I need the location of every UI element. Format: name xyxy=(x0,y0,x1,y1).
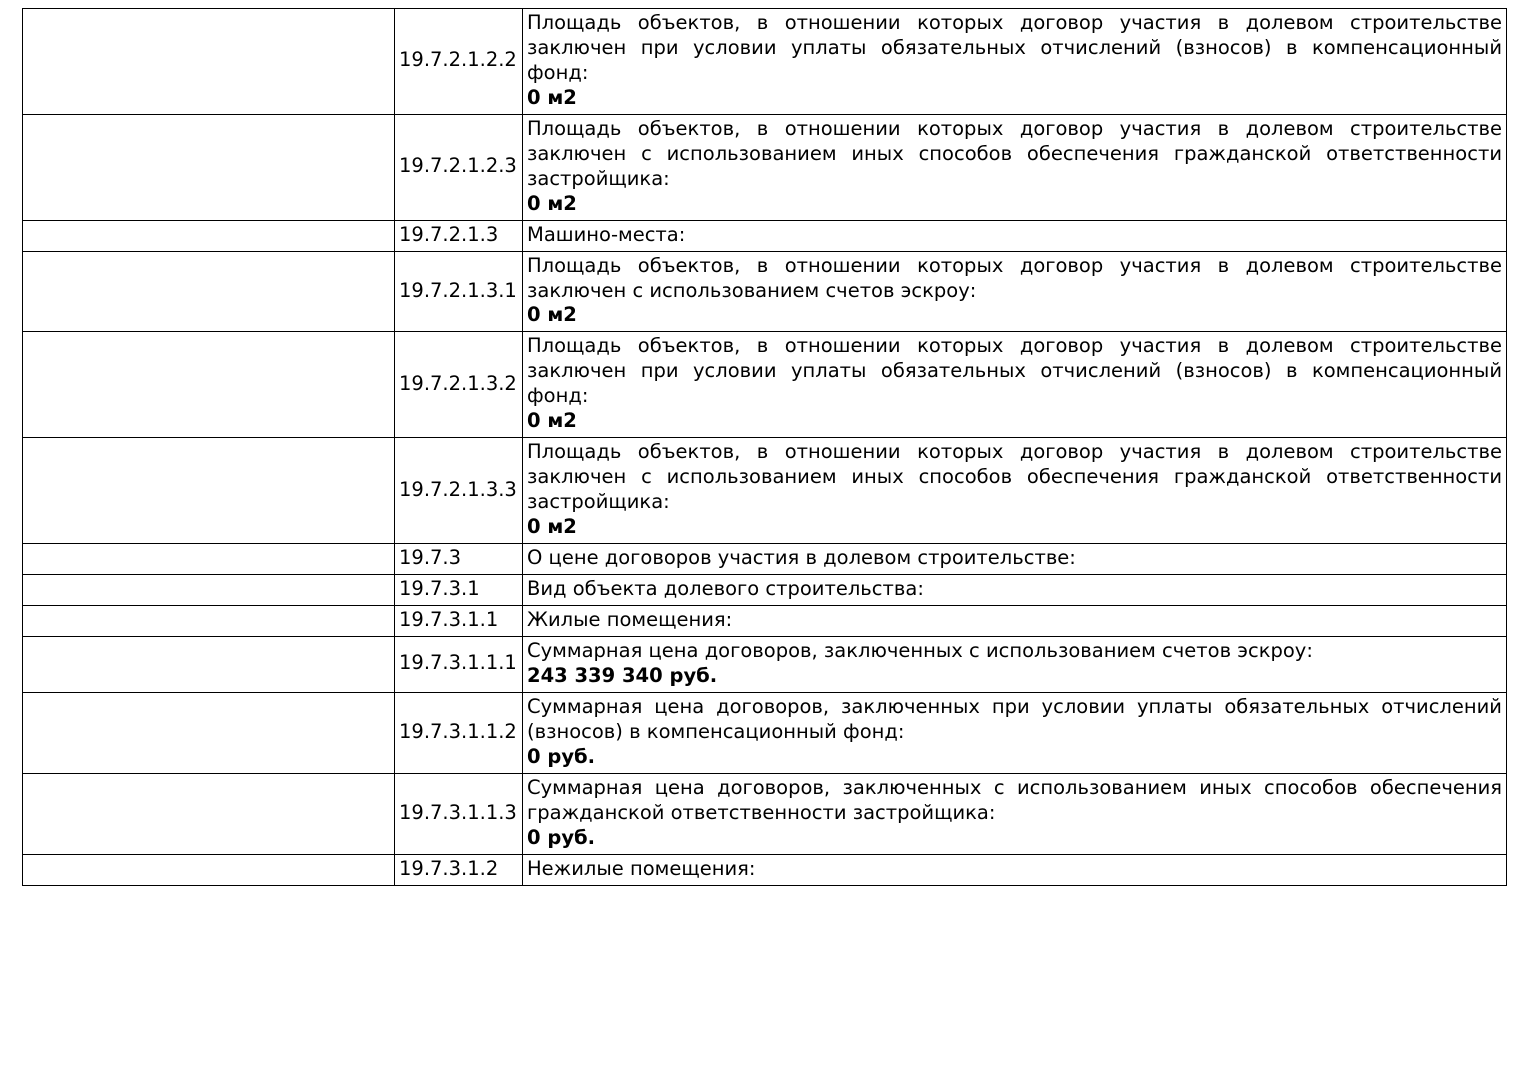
row-code-cell: 19.7.2.1.3.2 xyxy=(395,332,523,438)
row-spacer-cell xyxy=(23,773,395,854)
table-row xyxy=(23,575,1507,606)
row-text-label: Нежилые помещения: xyxy=(527,856,756,880)
row-text-label: Суммарная цена договоров, заключенных с использованием счетов эскроу: xyxy=(527,638,1313,662)
row-text-cell xyxy=(523,438,1507,544)
table-row xyxy=(23,332,1507,438)
row-spacer-cell xyxy=(23,114,395,220)
row-value: 0 м2 xyxy=(527,515,577,539)
row-text-label: Площадь объектов, в отношении которых договор участия в долевом строительстве заключен при условии уплаты обязательных отчислений (взносов) в компенсационный фонд: xyxy=(527,11,1502,84)
row-spacer-cell xyxy=(23,692,395,773)
row-text-label: Площадь объектов, в отношении которых договор участия в долевом строительстве заключен при условии уплаты обязательных отчислений (взносов) в компенсационный фонд: xyxy=(527,334,1502,408)
row-code-cell: 19.7.3.1.2 xyxy=(395,854,523,885)
row-text-cell xyxy=(523,636,1507,692)
row-value: 0 м2 xyxy=(527,409,577,433)
declaration-table xyxy=(22,8,1507,886)
table-row xyxy=(23,438,1507,544)
row-text-label: Машино-места: xyxy=(527,222,686,246)
row-text-cell xyxy=(523,692,1507,773)
table-row xyxy=(23,220,1507,251)
table-row xyxy=(23,9,1507,115)
row-code-cell: 19.7.2.1.2.2 xyxy=(395,9,523,115)
row-value: 243 339 340 руб. xyxy=(527,663,718,687)
row-text-label: Площадь объектов, в отношении которых договор участия в долевом строительстве заключен с использованием счетов эскроу: xyxy=(527,253,1502,302)
table-row xyxy=(23,251,1507,332)
row-code-cell: 19.7.3.1.1.2 xyxy=(395,692,523,773)
table-body xyxy=(23,9,1507,886)
row-text-label: О цене договоров участия в долевом строительстве: xyxy=(527,546,1076,570)
row-spacer-cell xyxy=(23,251,395,332)
row-text-label: Вид объекта долевого строительства: xyxy=(527,577,924,601)
row-text-label: Жилые помещения: xyxy=(527,607,733,631)
row-spacer-cell xyxy=(23,854,395,885)
row-text-cell xyxy=(523,251,1507,332)
table-row xyxy=(23,605,1507,636)
row-text-cell xyxy=(523,9,1507,115)
row-code-cell: 19.7.3.1.1.1 xyxy=(395,636,523,692)
row-text-cell xyxy=(523,854,1507,885)
row-text-cell xyxy=(523,605,1507,636)
row-code-cell: 19.7.2.1.2.3 xyxy=(395,114,523,220)
row-code-cell: 19.7.2.1.3 xyxy=(395,220,523,251)
row-value: 0 руб. xyxy=(527,744,596,768)
row-text-cell xyxy=(523,544,1507,575)
row-code-cell: 19.7.2.1.3.1 xyxy=(395,251,523,332)
row-text-cell xyxy=(523,220,1507,251)
row-code-cell: 19.7.3.1.1.3 xyxy=(395,773,523,854)
row-text-label: Суммарная цена договоров, заключенных при условии уплаты обязательных отчислений (взносов) в компенсационный фонд: xyxy=(527,694,1502,743)
row-value: 0 руб. xyxy=(527,825,596,849)
row-spacer-cell xyxy=(23,438,395,544)
row-spacer-cell xyxy=(23,575,395,606)
table-row xyxy=(23,692,1507,773)
row-text-label: Площадь объектов, в отношении которых договор участия в долевом строительстве заключен с использованием иных способов обеспечения гражданской ответственности застройщика: xyxy=(527,440,1502,514)
table-row xyxy=(23,854,1507,885)
row-value: 0 м2 xyxy=(527,191,577,215)
row-text-cell xyxy=(523,773,1507,854)
table-row xyxy=(23,773,1507,854)
row-code-cell: 19.7.3 xyxy=(395,544,523,575)
row-code-cell: 19.7.3.1.1 xyxy=(395,605,523,636)
row-value: 0 м2 xyxy=(527,85,577,109)
row-text-label: Площадь объектов, в отношении которых договор участия в долевом строительстве заключен с использованием иных способов обеспечения гражданской ответственности застройщика: xyxy=(527,116,1502,190)
row-spacer-cell xyxy=(23,220,395,251)
row-spacer-cell xyxy=(23,544,395,575)
row-text-cell xyxy=(523,114,1507,220)
table-row xyxy=(23,636,1507,692)
row-text-label: Суммарная цена договоров, заключенных с использованием иных способов обеспечения гражданской ответственности застройщика: xyxy=(527,775,1502,824)
row-spacer-cell xyxy=(23,605,395,636)
table-row xyxy=(23,544,1507,575)
table-row xyxy=(23,114,1507,220)
row-text-cell xyxy=(523,575,1507,606)
row-code-cell: 19.7.2.1.3.3 xyxy=(395,438,523,544)
row-value: 0 м2 xyxy=(527,303,577,327)
row-spacer-cell xyxy=(23,332,395,438)
row-text-cell xyxy=(523,332,1507,438)
row-spacer-cell xyxy=(23,9,395,115)
row-code-cell: 19.7.3.1 xyxy=(395,575,523,606)
row-spacer-cell xyxy=(23,636,395,692)
